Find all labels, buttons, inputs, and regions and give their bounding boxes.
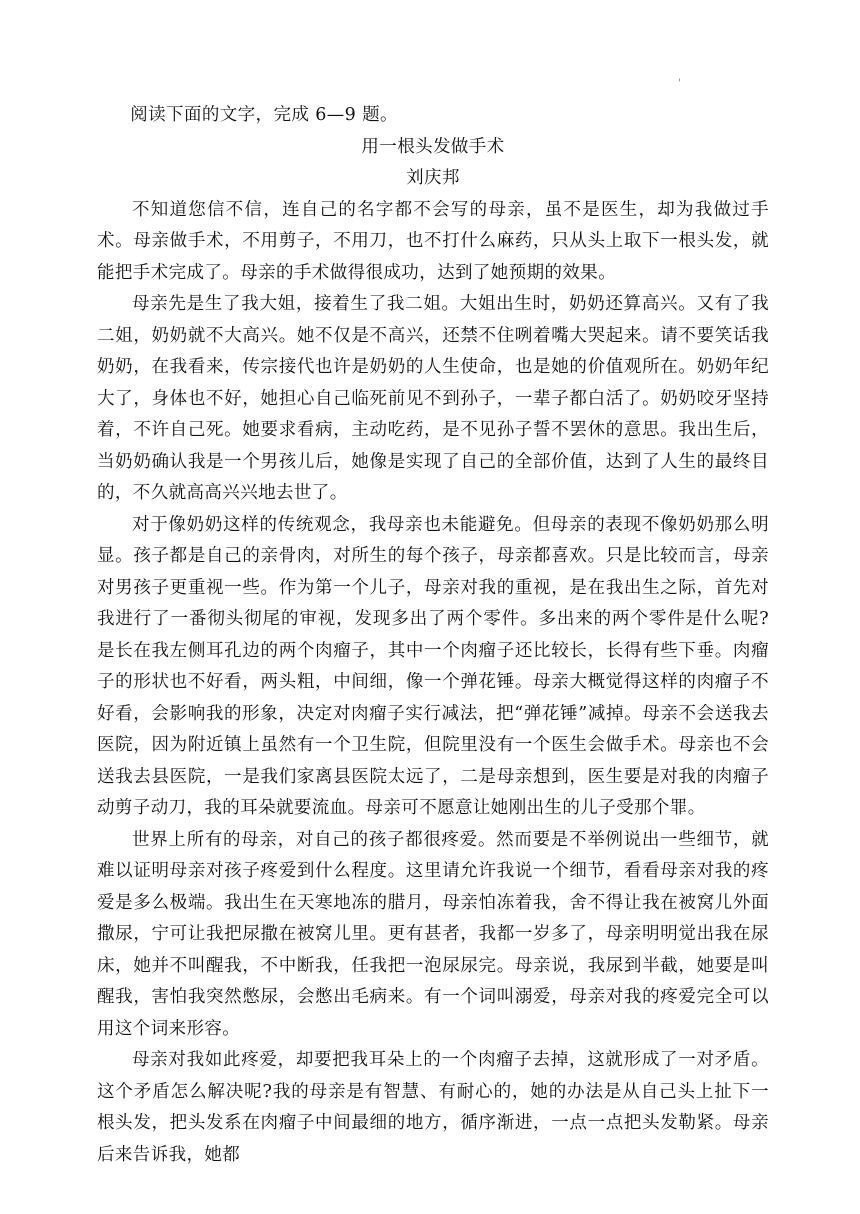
article-author: 刘庆邦 xyxy=(406,168,460,188)
paragraph-5: 母亲对我如此疼爱，却要把我耳朵上的一个肉瘤子去掉，这就形成了一对矛盾。这个矛盾怎么解决呢?我的母亲是有智慧、有耐心的，她的办法是从自己头上扯下一根头发，把头发系在肉瘤子中间最细的地方，循序渐进，一点一点把头发勒紧。母亲后来告诉我，她都 xyxy=(97,1050,769,1165)
paragraph-4: 世界上所有的母亲，对自己的孩子都很疼爱。然而要是不举例说出一些细节，就难以证明母亲对孩子疼爱到什么程度。这里请允许我说一个细节，看看母亲对我的疼爱是多么极端。我出生在天寒地冻的腊月，母亲怕冻着我，舍不得让我在被窝儿外面撒尿，宁可让我把尿撒在被窝儿里。更有甚者，我都一岁多了，母亲明明觉出我在尿床，她并不叫醒我，不中断我，任我把一泡尿尿完。母亲说，我尿到半截，她要是叫醒我，害怕我突然憋尿，会憋出毛病来。有一个词叫溺爱，母亲对我的疼爱完全可以用这个词来形容。 xyxy=(97,829,769,1039)
document-content xyxy=(97,100,769,1171)
paragraph-2: 母亲先是生了我大姐，接着生了我二姐。大姐出生时，奶奶还算高兴。又有了我二姐，奶奶就不大高兴。她不仅是不高兴，还禁不住咧着嘴大哭起来。请不要笑话我奶奶，在我看来，传宗接代也许是奶奶的人生使命，也是她的价值观所在。奶奶年纪大了，身体也不好，她担心自己临死前见不到孙子，一辈子都白活了。奶奶咬牙坚持着，不许自己死。她要求看病，主动吃药，是不见孙子誓不罢休的意思。我出生后，当奶奶确认我是一个男孩儿后，她像是实现了自己的全部价值，达到了人生的最终目的，不久就高高兴兴地去世了。 xyxy=(97,294,769,503)
page-mark: ' xyxy=(678,78,681,89)
paragraph-3: 对于像奶奶这样的传统观念，我母亲也未能避免。但母亲的表现不像奶奶那么明显。孩子都是自己的亲骨肉，对所生的每个孩子，母亲都喜欢。只是比较而言，母亲对男孩子更重视一些。作为第一个儿子，母亲对我的重视，是在我出生之际，首先对我进行了一番彻头彻尾的审视，发现多出了两个零件。多出来的两个零件是什么呢?是长在我左侧耳孔边的两个肉瘤子，其中一个肉瘤子还比较长，长得有些下垂。肉瘤子的形状也不好看，两头粗，中间细，像一个弹花锤。母亲大概觉得这样的肉瘤子不好看，会影响我的形象，决定对肉瘤子实行减法，把“弹花锤”减掉。母亲不会送我去医院，因为附近镇上虽然有一个卫生院，但院里没有一个医生会做手术。母亲也不会送我去县医院，一是我们家离县医院太远了，二是母亲想到，医生要是对我的肉瘤子动剪子动刀，我的耳朵就要流血。母亲可不愿意让她刚出生的儿子受那个罪。 xyxy=(97,514,769,818)
paragraph-1: 不知道您信不信，连自己的名字都不会写的母亲，虽不是医生，却为我做过手术。母亲做手术，不用剪子，不用刀，也不打什么麻药，只从头上取下一根头发，就能把手术完成了。母亲的手术做得很成功，达到了她预期的效果。 xyxy=(97,199,769,283)
reading-instruction: 阅读下面的文字，完成 6—9 题。 xyxy=(130,105,398,125)
article-title: 用一根头发做手术 xyxy=(361,136,505,157)
